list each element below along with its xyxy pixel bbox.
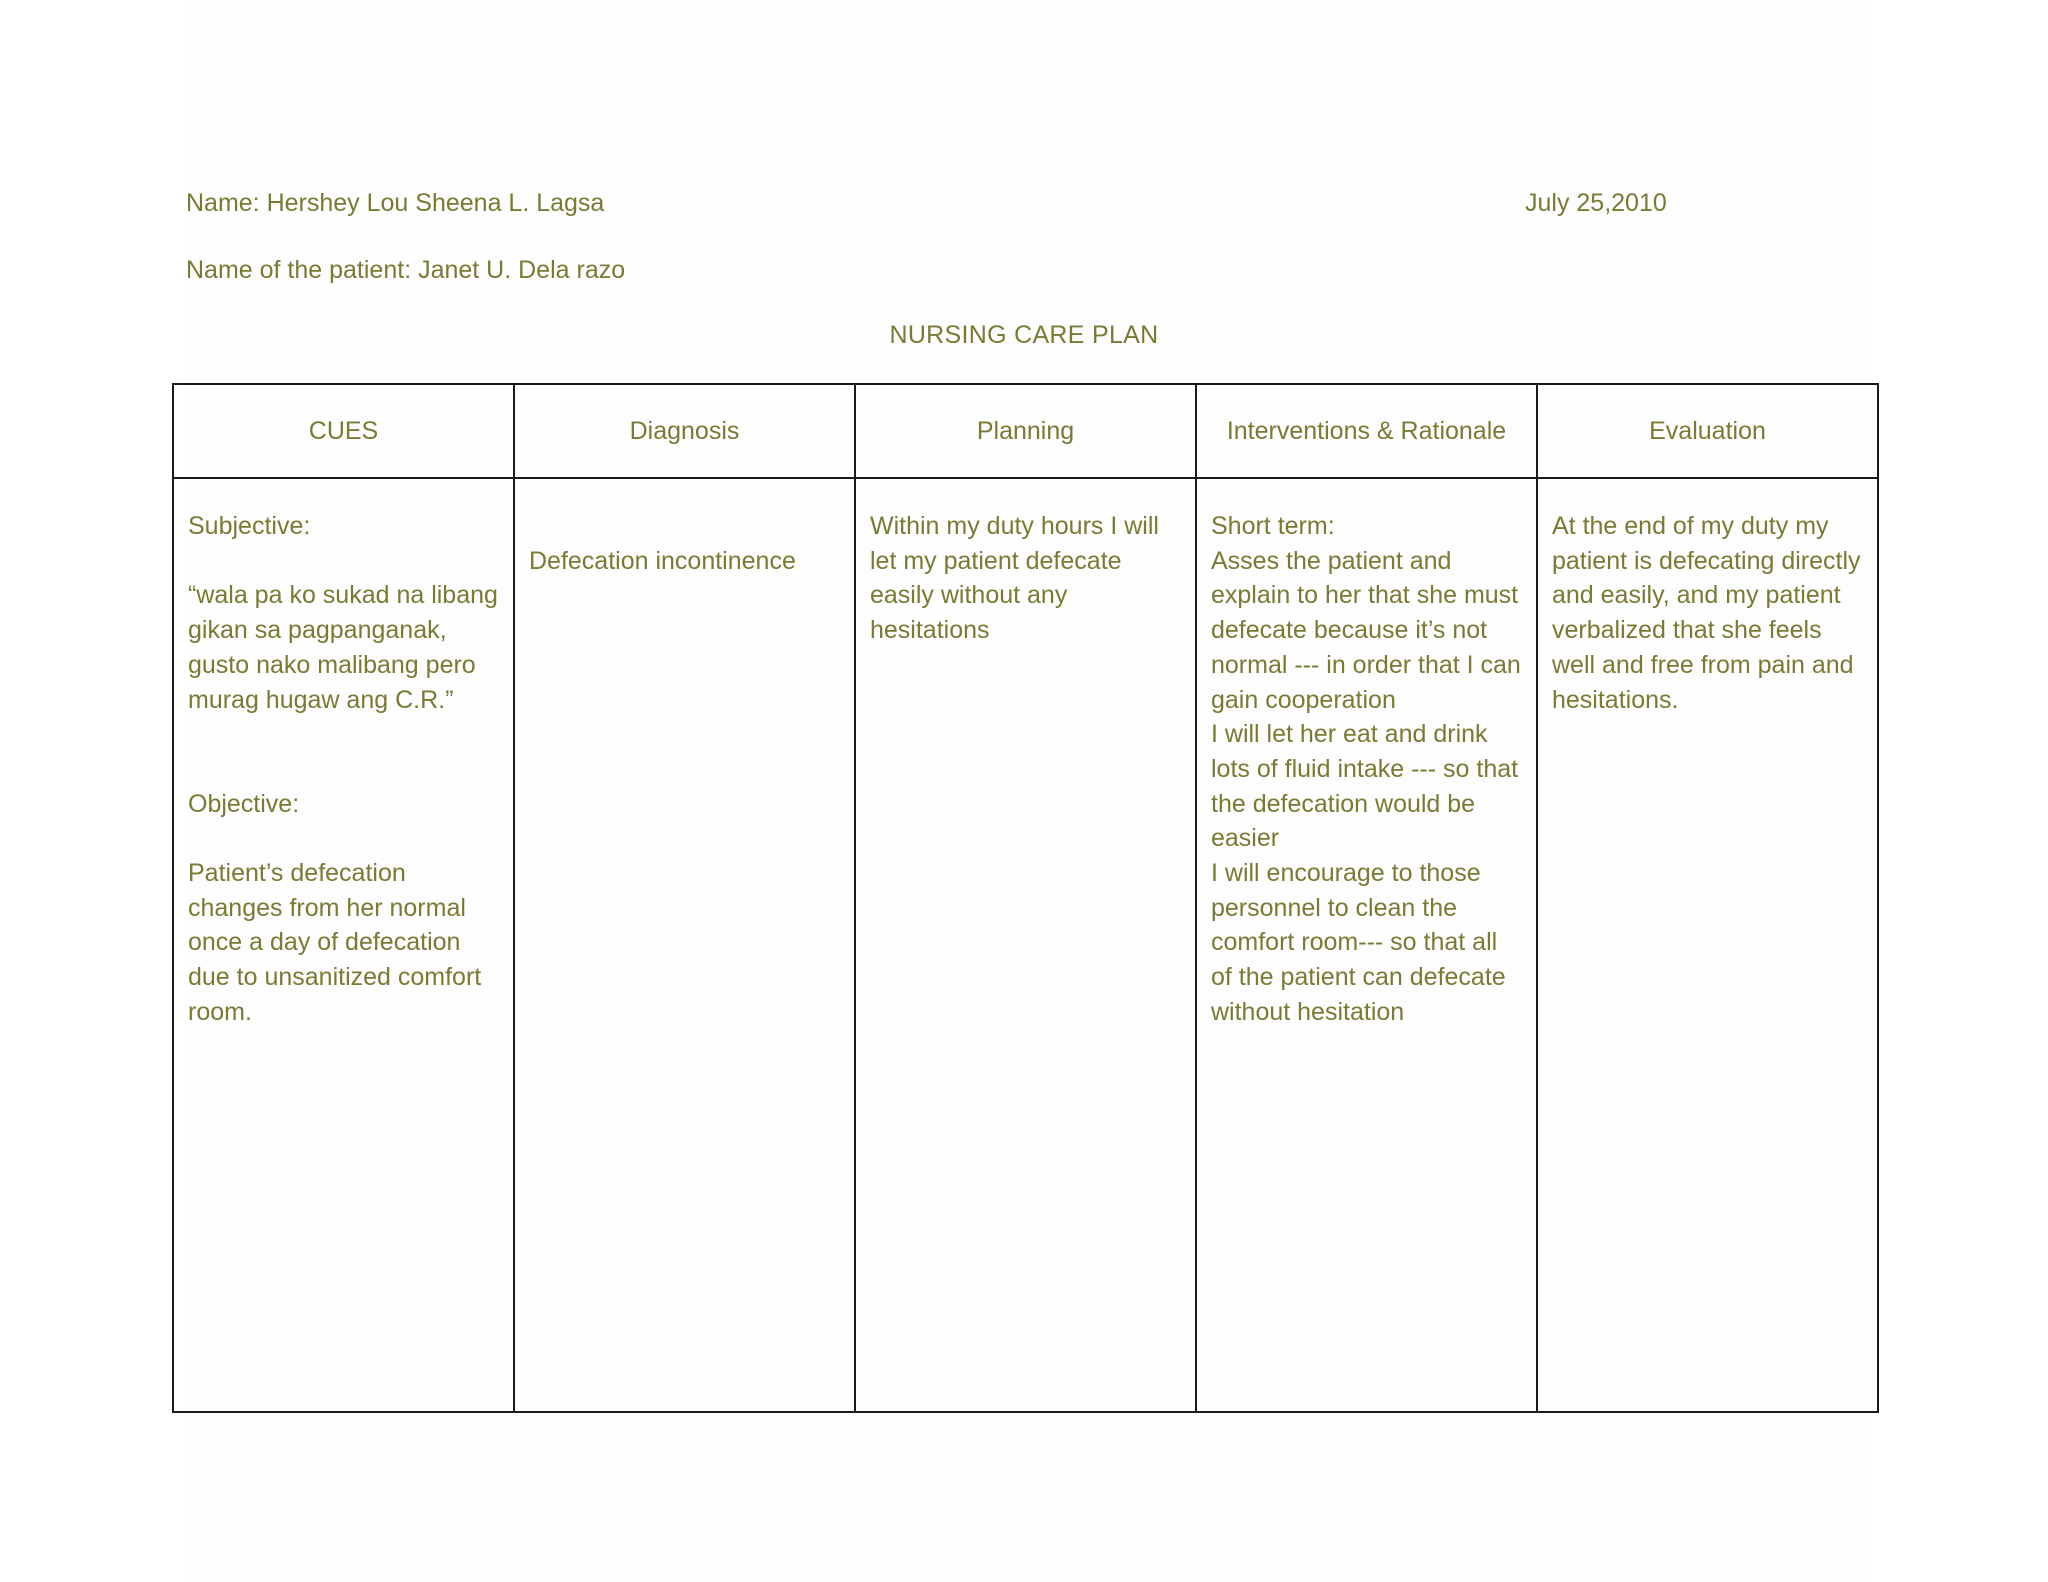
nursing-care-plan-table [172,383,1879,1413]
column-header-cues: CUES [173,384,514,478]
document-title: NURSING CARE PLAN [889,321,1159,349]
planning-text: Within my duty hours I will let my patient defecate easily without any hesitations [870,512,1159,645]
cues-cell [173,478,514,1412]
interventions-cell [1196,478,1537,1412]
column-header-evaluation: Evaluation [1537,384,1878,478]
intervention-item: Asses the patient and explain to her that she must defecate because it’s not normal --- in order that I can gain cooperation [1211,546,1521,714]
column-header-planning: Planning [855,384,1196,478]
diagnosis-cell [514,478,855,1412]
intervention-item: I will encourage to those personnel to clean the comfort room--- so that all of the patient can defecate without hesitation [1211,859,1506,1026]
subjective-text: “wala pa ko sukad na libang gikan sa pagpanganak, gusto nako malibang pero murag hugaw ang C.R.” [188,581,498,714]
subjective-label: Subjective: [188,512,311,540]
student-name: Name: Hershey Lou Sheena L. Lagsa [186,189,605,217]
diagnosis-text: Defecation incontinence [529,546,796,575]
table-row [173,478,1878,1412]
patient-name: Name of the patient: Janet U. Dela razo [186,256,626,284]
objective-label: Objective: [188,789,300,818]
intervention-item: I will let her eat and drink lots of fluid intake --- so that the defecation would be easier [1211,720,1519,853]
evaluation-text: At the end of my duty my patient is defecating directly and easily, and my patient verbalized that she feels well and free from pain and hesitations. [1552,512,1861,714]
table-header-row [173,384,1878,478]
column-header-interventions: Interventions & Rationale [1196,384,1537,478]
planning-cell [855,478,1196,1412]
objective-text: Patient’s defecation changes from her normal once a day of defecation due to unsanitized comfort room. [188,858,482,1026]
document-date: July 25,2010 [1525,189,1667,217]
evaluation-cell [1537,478,1878,1412]
column-header-diagnosis: Diagnosis [514,384,855,478]
interventions-label: Short term: [1211,512,1335,540]
